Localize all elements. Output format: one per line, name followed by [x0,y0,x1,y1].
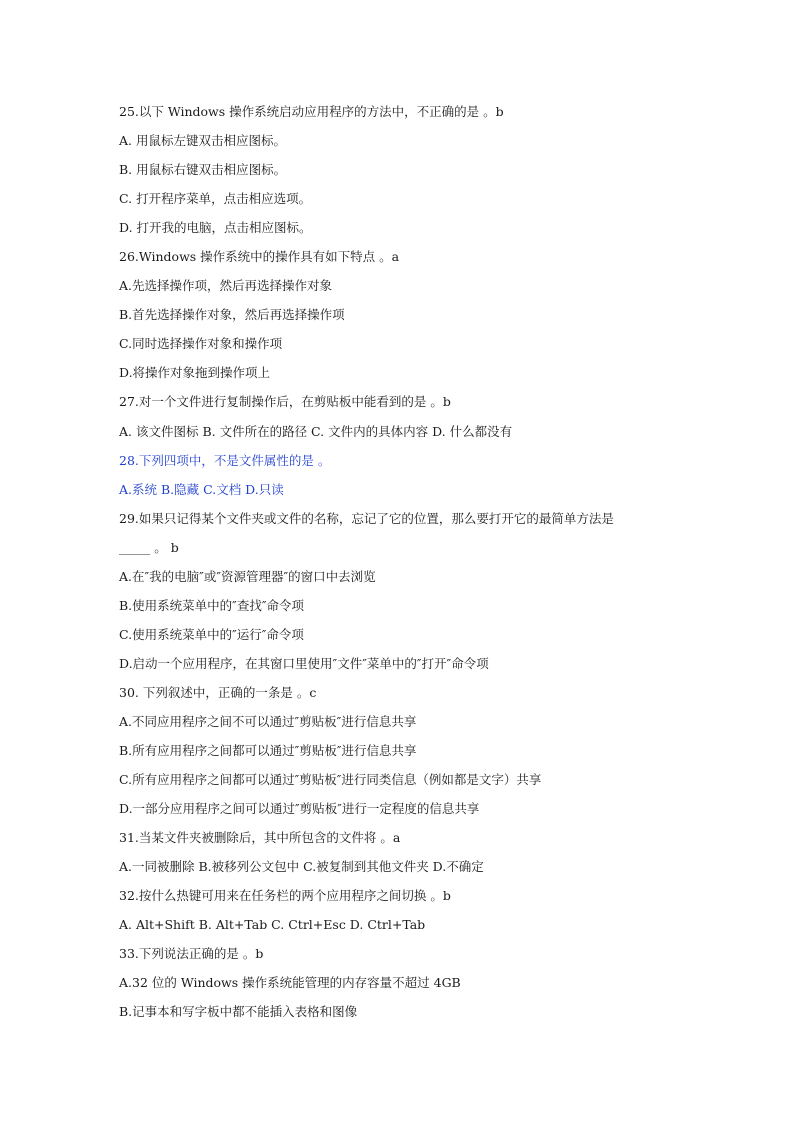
question-28-options: A.系统 B.隐藏 C.文档 D.只读 [119,481,284,497]
question-30-option-c: C.所有应用程序之间都可以通过″剪贴板″进行同类信息（例如都是文字）共享 [119,772,542,788]
question-30-stem: 30. 下列叙述中，正确的一条是 。c [119,684,317,700]
question-25-option-d: D. 打开我的电脑，点击相应图标。 [119,220,312,236]
question-29-option-c: C.使用系统菜单中的″运行″命令项 [119,626,304,642]
question-25-option-b: B. 用鼠标右键双击相应图标。 [119,162,287,178]
question-32-stem: 32.按什么热键可用来在任务栏的两个应用程序之间切换 。b [119,888,451,904]
question-27-stem: 27.对一个文件进行复制操作后，在剪贴板中能看到的是 。b [119,394,451,410]
question-29-option-b: B.使用系统菜单中的″查找″命令项 [119,597,304,613]
question-33-option-a: A.32 位的 Windows 操作系统能管理的内存容量不超过 4GB [119,975,461,991]
question-26-stem: 26.Windows 操作系统中的操作具有如下特点 。a [119,249,400,265]
question-29-option-d: D.启动一个应用程序，在其窗口里使用″文件″菜单中的″打开″命令项 [119,655,489,671]
question-26-option-b: B.首先选择操作对象，然后再选择操作项 [119,307,345,323]
question-27-options: A. 该文件图标 B. 文件所在的路径 C. 文件内的具体内容 D. 什么都没有 [119,423,513,439]
question-30-option-b: B.所有应用程序之间都可以通过″剪贴板″进行信息共享 [119,743,417,759]
question-26-option-c: C.同时选择操作对象和操作项 [119,336,283,352]
question-30-option-a: A.不同应用程序之间不可以通过″剪贴板″进行信息共享 [119,713,417,729]
question-29-stem: 29.如果只记得某个文件夹或文件的名称，忘记了它的位置，那么要打开它的最简单方法是 [119,510,614,526]
question-28-stem: 28.下列四项中，不是文件属性的是 。 [119,452,331,468]
question-25-stem: 25.以下 Windows 操作系统启动应用程序的方法中，不正确的是 。b [119,104,504,119]
question-33-option-b: B.记事本和写字板中都不能插入表格和图像 [119,1004,358,1020]
question-25-option-c: C. 打开程序菜单，点击相应选项。 [119,191,312,207]
question-25-option-a: A. 用鼠标左键双击相应图标。 [119,133,286,149]
question-31-stem: 31.当某文件夹被删除后，其中所包含的文件将 。a [119,830,401,846]
question-30-option-d: D.一部分应用程序之间可以通过″剪贴板″进行一定程度的信息共享 [119,801,480,817]
question-29-option-a: A.在″我的电脑″或″资源管理器″的窗口中去浏览 [119,568,376,584]
question-29-stem-continued: _____ 。 b [119,539,179,555]
question-32-options: A. Alt+Shift B. Alt+Tab C. Ctrl+Esc D. Ctrl+Tab [119,917,426,933]
question-33-stem: 33.下列说法正确的是 。b [119,946,264,962]
question-26-option-d: D.将操作对象拖到操作项上 [119,365,271,381]
question-text-block [119,97,679,1027]
question-26-option-a: A.先选择操作项，然后再选择操作对象 [119,278,333,294]
question-31-options: A.一同被删除 B.被移列公文包中 C.被复制到其他文件夹 D.不确定 [119,859,484,875]
